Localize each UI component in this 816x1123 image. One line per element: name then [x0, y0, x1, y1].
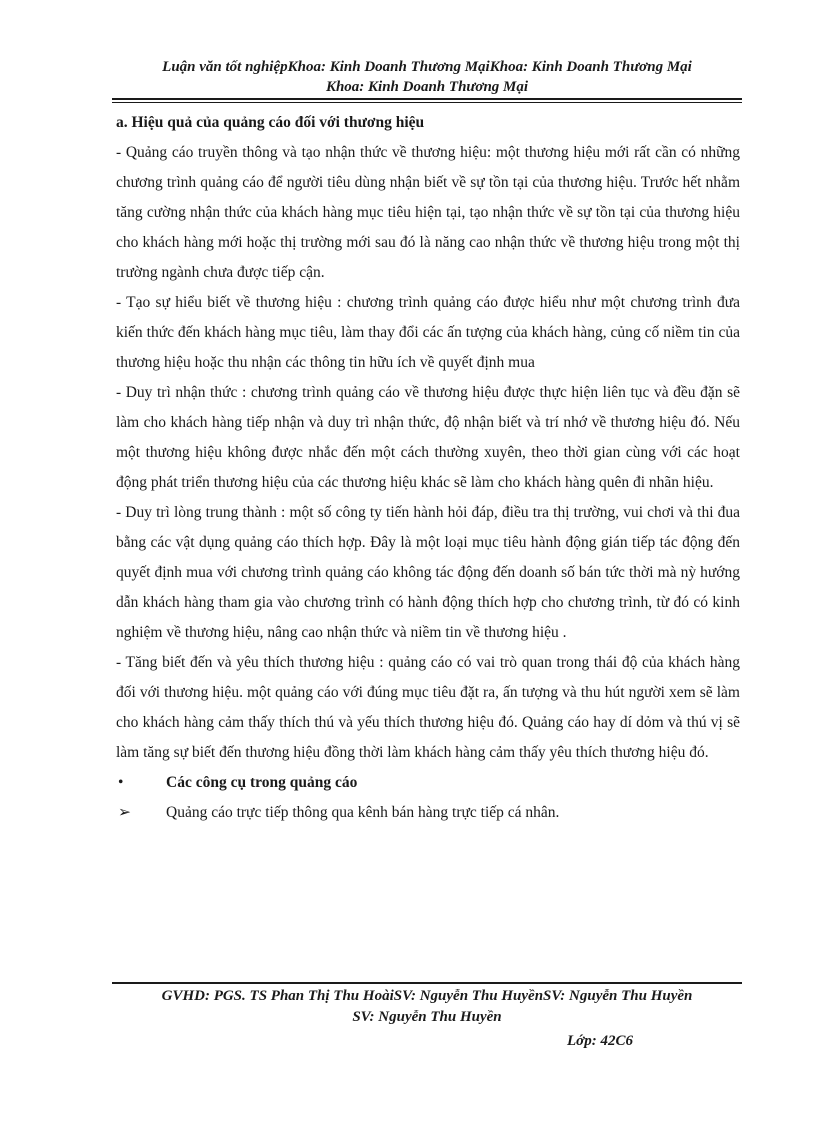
- header-line-1: Luận văn tốt nghiệpKhoa: Kinh Doanh Thương MạiKhoa: Kinh Doanh Thương Mại: [162, 59, 692, 75]
- bullet-item-tools: [116, 768, 740, 798]
- bullet-item-text: Các công cụ trong quảng cáo: [166, 774, 358, 791]
- header-rule-thick: [112, 98, 742, 100]
- paragraph-brand-understanding: - Tạo sự hiểu biết về thương hiệu : chương trình quảng cáo được hiểu như một chương trình đưa kiến thức đến khách hàng mục tiêu, làm thay đổi các ấn tượng của khách hàng, củng cố niềm tin của thương hiệu hoặc thu nhận các thông tin hữu ích về quyết định mua: [116, 294, 740, 371]
- paragraph-increase-liking: - Tăng biết đến và yêu thích thương hiệu : quảng cáo có vai trò quan trong thái độ của khách hàng đối với thương hiệu. một quảng cáo với đúng mục tiêu đặt ra, ấn tượng và thu hút người xem sẽ làm cho khách hàng cảm thấy thích thú và yếu thích thương hiệu đó. Quảng cáo hay dí dỏm và thú vị sẽ làm tăng sự biết đến thương hiệu đồng thời làm khách hàng cảm thấy yêu thích thương hiệu đó.: [116, 654, 740, 761]
- paragraph-maintain-awareness: - Duy trì nhận thức : chương trình quảng cáo về thương hiệu được thực hiện liên tục và đều đặn sẽ làm cho khách hàng tiếp nhận và duy trì nhận thức, độ nhận biết và trí nhớ về thương hiệu đó. Nếu một thương hiệu không được nhắc đến một cách thường xuyên, theo thời gian cùng với các hoạt động phát triển thương hiệu của các thương hiệu khác sẽ làm cho khách hàng quên đi nhãn hiệu.: [116, 384, 740, 491]
- page-header: [112, 57, 742, 97]
- class-label: Lớp: 42C6: [567, 1033, 633, 1049]
- page-body: [116, 108, 740, 828]
- paragraph-brand-awareness: - Quảng cáo truyền thông và tạo nhận thức về thương hiệu: một thương hiệu mới rất cần có những chương trình quảng cáo để người tiêu dùng nhận biết về sự tồn tại của thương hiệu. Trước hết nhằm tăng cường nhận thức của khách hàng mục tiêu hiện tại, tạo nhận thức về sự tồn tại của thương hiệu cho khách hàng mới hoặc thị trường mới sau đó là năng cao nhận thức về thương hiệu trong một thị trường ngành chưa được tiếp cận.: [116, 144, 740, 281]
- footer-line-2: SV: Nguyễn Thu Huyền: [352, 1009, 502, 1025]
- header-line-2: Khoa: Kinh Doanh Thương Mại: [325, 79, 529, 95]
- footer-rule: [112, 982, 742, 984]
- arrow-bullet-icon: ➢: [118, 804, 131, 821]
- header-rule-thin: [112, 102, 742, 103]
- paragraph-maintain-loyalty: - Duy trì lòng trung thành : một số công ty tiến hành hỏi đáp, điều tra thị trường, vui chơi và thi đua bằng các vật dụng quảng cáo thích hợp. Đây là một loại mục tiêu hành động gián tiếp tác động đến quyết định mua với chương trình quảng cáo không tác động đến doanh số bán tức thời mà nỳ hướng dẫn khách hàng tham gia vào chương trình có hành động thích hợp cho chương trình, từ đó có kinh nghiệm về thương hiệu, nâng cao nhận thức và niềm tin về thương hiệu .: [116, 504, 740, 641]
- arrow-item-text: Quảng cáo trực tiếp thông qua kênh bán hàng trực tiếp cá nhân.: [166, 804, 560, 821]
- arrow-item-direct-ads: [116, 798, 740, 828]
- section-heading: a. Hiệu quả của quảng cáo đối với thương hiệu: [116, 114, 425, 131]
- bullet-dot-icon: •: [118, 774, 124, 791]
- page-footer: [112, 986, 742, 1028]
- footer-line-1: GVHD: PGS. TS Phan Thị Thu HoàiSV: Nguyễn Thu HuyềnSV: Nguyễn Thu Huyền: [161, 988, 693, 1004]
